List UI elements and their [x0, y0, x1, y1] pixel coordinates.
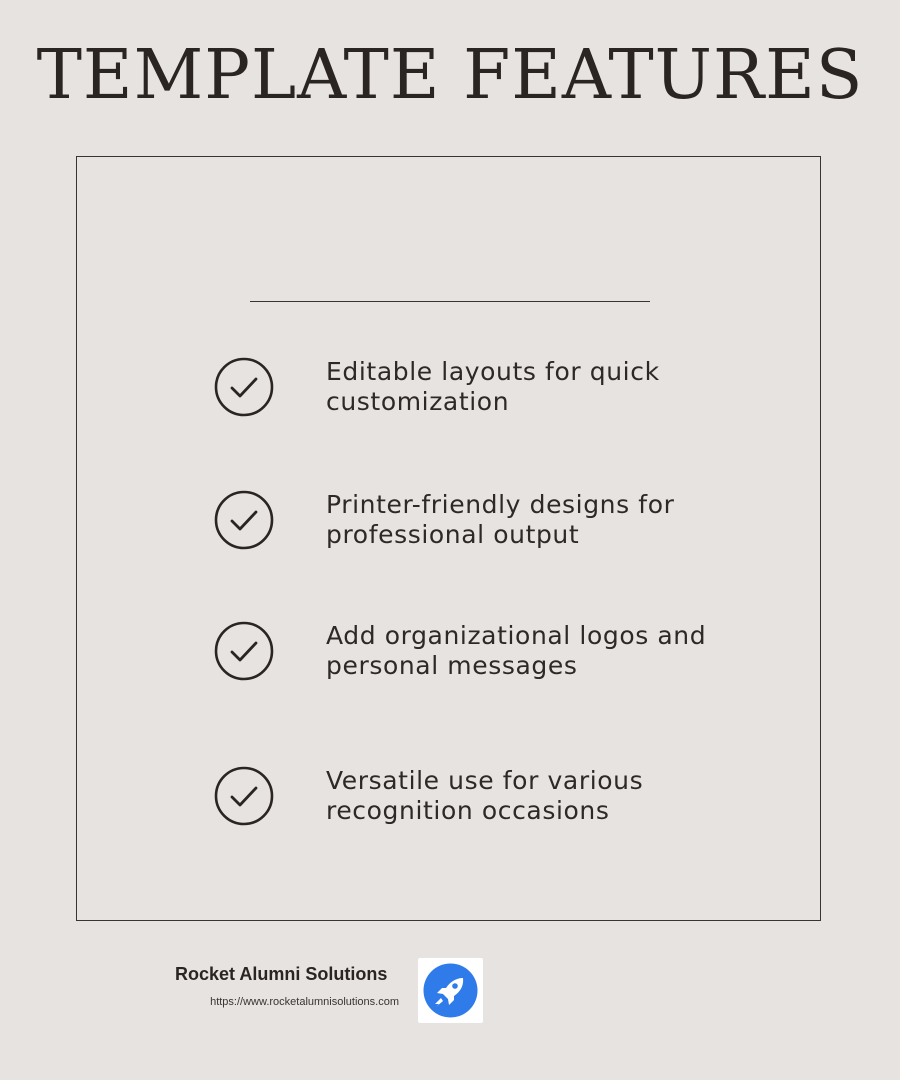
feature-item [214, 490, 734, 554]
feature-line: customization [326, 387, 510, 416]
feature-line: Printer-friendly designs for [326, 490, 675, 519]
feature-line: personal messages [326, 651, 578, 680]
check-circle-icon [214, 621, 274, 681]
feature-line: professional output [326, 520, 580, 549]
rocket-icon [418, 958, 483, 1023]
divider [250, 301, 650, 302]
check-circle-icon [214, 490, 274, 550]
page-title: TEMPLATE FEATURES [36, 36, 864, 115]
check-circle-icon [214, 357, 274, 417]
feature-text [326, 490, 746, 550]
feature-item [214, 621, 734, 685]
feature-line: recognition occasions [326, 796, 610, 825]
brand-logo[interactable] [418, 958, 483, 1023]
check-circle-icon [214, 766, 274, 826]
feature-line: Editable layouts for quick [326, 357, 660, 386]
brand-name: Rocket Alumni Solutions [175, 964, 388, 984]
features-panel [76, 156, 821, 921]
feature-item [214, 357, 734, 421]
feature-line: Versatile use for various [326, 766, 644, 795]
feature-text [326, 357, 746, 417]
feature-text [326, 766, 746, 826]
feature-item [214, 766, 734, 830]
feature-line: Add organizational logos and [326, 621, 707, 650]
feature-text [326, 621, 746, 681]
brand-url[interactable]: https://www.rocketalumnisolutions.com [210, 996, 399, 1008]
